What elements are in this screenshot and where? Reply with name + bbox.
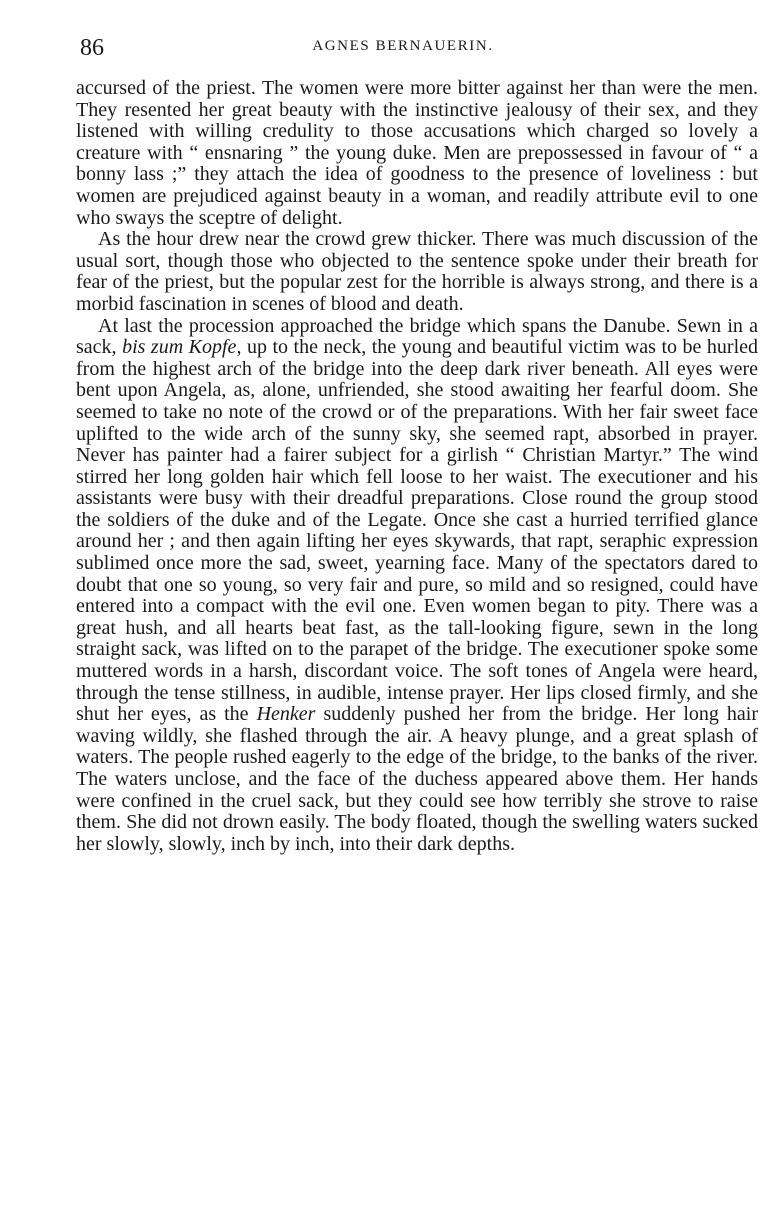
italic-phrase: Henker: [256, 703, 316, 726]
running-title: AGNES BERNAUERIN.: [312, 38, 494, 54]
page-number: 86: [80, 35, 104, 61]
body-text: [48, 78, 758, 855]
italic-phrase: bis zum Kopfe: [122, 336, 237, 359]
book-page: [48, 34, 758, 855]
text-segment: suddenly pushed her from the bridge. Her long hair waving wildly, she flashed through the air. A heavy plunge, and a great splash of waters. The people rushed eagerly to the edge of the bridge, to the banks of the river. The waters unclose, and the face of the duchess appeared above them. Her hands were confined in the cruel sack, but they could see how terribly she strove to raise them. She did not drown easily. The body floated, though the swelling waters sucked her slowly, slowly, inch by inch, into their dark depths.: [76, 703, 758, 855]
text-segment: accursed of the priest. The women were more bitter against her than were the men. They resented her great beauty with the instinctive jealousy of their sex, and they listened with willing credulity to those accusations which charged so lovely a creature with “ ensnaring ” the young duke. Men are prepossessed in favour of “ a bonny lass ;” they attach the idea of goodness to the presence of loveliness : but women are prejudiced against beauty in a woman, and readily attribute evil to one who sways the sceptre of delight.: [76, 77, 758, 229]
paragraph: [48, 316, 758, 856]
text-segment: As the hour drew near the crowd grew thicker. There was much discussion of the usual sort, though those who objected to the sentence spoke under their breath for fear of the priest, but the popular zest for the horrible is always strong, and there is a morbid fascination in scenes of blood and death.: [76, 228, 758, 315]
text-segment: At last the procession approached the bridge which spans the Danube. Sewn in a sack,: [76, 314, 758, 359]
running-head: [48, 34, 758, 64]
paragraph: [48, 78, 758, 229]
paragraph: [48, 229, 758, 315]
text-segment: , up to the neck, the young and beautiful victim was to be hurled from the highest arch of the bridge into the deep dark river beneath. All eyes were bent upon Angela, as, alone, unfriended, she stood awaiting her fearful doom. She seemed to take no note of the crowd or of the preparations. With her fair sweet face uplifted to the wide arch of the sunny sky, she seemed rapt, absorbed in prayer. Never has painter had a fairer subject for a girlish “ Christian Martyr.” The wind stirred her long golden hair which fell loose to her waist. The executioner and his assistants were busy with their dreadful preparations. Close round the group stood the soldiers of the duke and of the Legate. Once she cast a hurried terrified glance around her ; and then again lifting her eyes skywards, that rapt, seraphic expression sublimed once more the sad, sweet, yearning face. Many of the spectators dared to doubt that one so young, so very fair and pure, so mild and so resigned, could have entered into a compact with the evil one. Even women began to pity. There was a great hush, and all hearts beat fast, as the tall-looking figure, sewn in the long straight sack, was lifted on to the parapet of the bridge. The executioner spoke some muttered words in a harsh, discordant voice. The soft tones of Angela were heard, through the tense stillness, in audible, intense prayer. Her lips closed firmly, and she shut her eyes, as the: [76, 336, 759, 726]
